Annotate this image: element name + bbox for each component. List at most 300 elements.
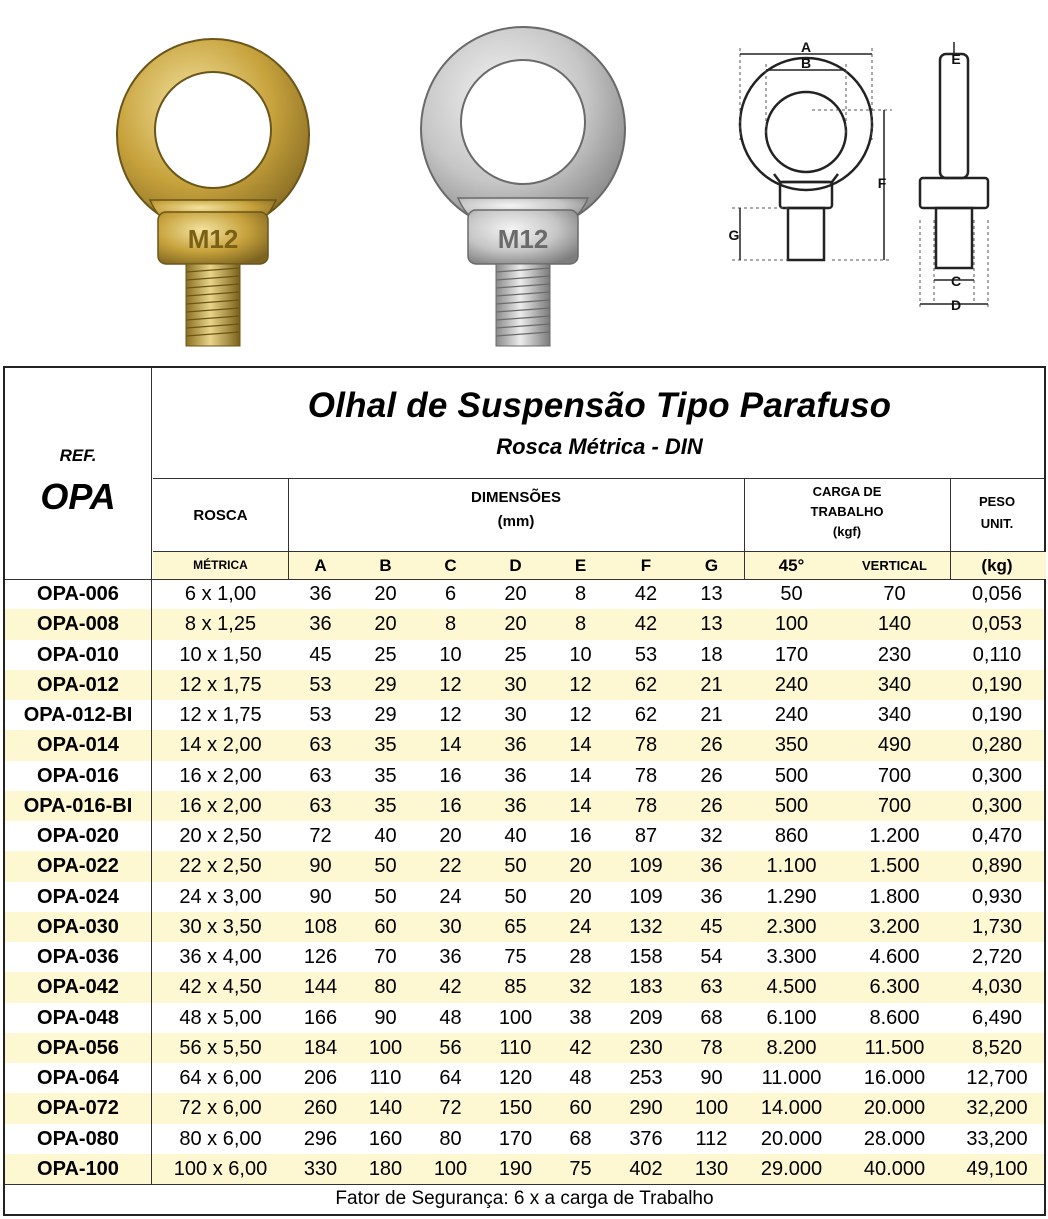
table-row [5, 640, 1044, 670]
cell-peso: 49,100 [966, 1157, 1028, 1180]
cell-f: 87 [634, 825, 658, 847]
cell-peso: 0,470 [971, 825, 1023, 847]
cell-peso: 8,520 [971, 1036, 1023, 1059]
cell-f: 42 [634, 583, 658, 605]
cell-g: 63 [700, 976, 723, 999]
cell-d: 75 [504, 946, 527, 968]
cell-g: 13 [700, 613, 723, 636]
cell-carga-vertical: 1.500 [869, 855, 920, 878]
cell-g: 32 [700, 825, 723, 847]
table-row [5, 579, 1044, 609]
cell-rosca: 56 x 5,50 [179, 1036, 262, 1059]
cell-rosca: 48 x 5,00 [179, 1006, 262, 1029]
cell-c: 16 [439, 764, 462, 787]
cell-carga-vertical: 28.000 [863, 1127, 926, 1150]
cell-c: 56 [439, 1036, 462, 1059]
cell-ref: OPA-064 [37, 1067, 119, 1089]
col-header-carga-1: CARGA DE [812, 484, 882, 499]
cell-c: 10 [439, 643, 462, 666]
cell-peso: 4,030 [971, 976, 1023, 999]
cell-carga-45: 4.500 [766, 976, 817, 999]
cell-ref: OPA-022 [37, 855, 119, 878]
cell-carga-vertical: 700 [877, 794, 912, 817]
cell-b: 40 [374, 825, 397, 847]
table-row [5, 942, 1044, 972]
cell-peso: 0,300 [971, 794, 1023, 817]
cell-carga-45: 860 [774, 825, 809, 847]
cell-b: 35 [374, 734, 397, 757]
cell-a: 184 [303, 1036, 338, 1059]
cell-peso: 0,053 [971, 613, 1023, 636]
col-header-dimensoes-unit: (mm) [497, 513, 535, 530]
cell-b: 180 [368, 1157, 403, 1180]
cell-peso: 0,056 [971, 583, 1023, 605]
cell-carga-vertical: 20.000 [863, 1097, 926, 1120]
grid-line [5, 579, 1044, 580]
cell-g: 112 [695, 1127, 728, 1150]
table-row [5, 882, 1044, 912]
sub-header-c: C [444, 556, 457, 575]
cell-e: 14 [569, 734, 592, 757]
cell-peso: 2,720 [971, 946, 1023, 968]
cell-b: 140 [368, 1097, 403, 1120]
cell-b: 35 [374, 764, 397, 787]
cell-d: 170 [498, 1127, 533, 1150]
cell-peso: 0,190 [971, 704, 1023, 726]
cell-d: 30 [504, 673, 527, 696]
cell-g: 13 [700, 583, 723, 605]
cell-e: 20 [569, 885, 592, 908]
cell-f: 53 [634, 643, 658, 666]
cell-f: 109 [629, 855, 663, 878]
cell-e: 12 [569, 673, 592, 696]
cell-c: 80 [439, 1127, 462, 1150]
cell-c: 100 [433, 1157, 468, 1180]
cell-a: 53 [309, 704, 332, 726]
cell-ref: OPA-024 [37, 885, 119, 908]
cell-carga-45: 1.100 [766, 855, 817, 878]
cell-ref: OPA-016-BI [23, 794, 133, 817]
col-header-peso-1: PESO [978, 494, 1016, 509]
cell-f: 78 [634, 734, 658, 757]
cell-rosca: 14 x 2,00 [179, 734, 262, 757]
cell-g: 21 [700, 673, 723, 696]
cell-peso: 32,200 [966, 1097, 1028, 1120]
cell-g: 100 [694, 1097, 729, 1120]
cell-c: 20 [439, 825, 462, 847]
cell-f: 158 [629, 946, 663, 968]
cell-c: 12 [439, 673, 462, 696]
cell-carga-vertical: 70 [883, 583, 906, 605]
cell-d: 110 [499, 1036, 532, 1059]
cell-ref: OPA-080 [37, 1127, 119, 1150]
cell-carga-45: 170 [774, 643, 809, 666]
cell-a: 260 [303, 1097, 338, 1120]
cell-a: 108 [303, 915, 338, 938]
cell-a: 72 [309, 825, 332, 847]
cell-d: 120 [498, 1067, 533, 1089]
cell-c: 6 [444, 583, 457, 605]
cell-a: 90 [309, 885, 332, 908]
grid-line [153, 551, 1044, 552]
cell-e: 28 [569, 946, 592, 968]
cell-g: 26 [700, 734, 723, 757]
cell-f: 253 [629, 1067, 663, 1089]
cell-b: 60 [374, 915, 397, 938]
table-row [5, 1124, 1044, 1154]
dim-label-c: C [950, 273, 962, 289]
cell-carga-45: 500 [774, 794, 809, 817]
cell-c: 12 [439, 704, 462, 726]
silver-bolt-marking: M12 [497, 224, 549, 254]
col-header-dimensoes: DIMENSÕES [470, 489, 561, 506]
cell-c: 42 [439, 976, 462, 999]
cell-peso: 6,490 [971, 1006, 1023, 1029]
sub-header-d: D [509, 556, 522, 575]
cell-carga-45: 240 [774, 704, 809, 726]
table-row [5, 730, 1044, 760]
sub-header-b: B [379, 556, 392, 575]
cell-e: 8 [574, 613, 587, 636]
table-row [5, 1003, 1044, 1033]
cell-carga-45: 29.000 [760, 1157, 823, 1180]
table-row [5, 1154, 1044, 1184]
cell-b: 90 [374, 1006, 397, 1029]
col-header-peso-2: UNIT. [980, 516, 1014, 531]
cell-carga-vertical: 6.300 [869, 976, 920, 999]
cell-e: 12 [569, 704, 592, 726]
cell-c: 72 [439, 1097, 462, 1120]
cell-rosca: 20 x 2,50 [179, 825, 262, 847]
cell-d: 40 [504, 825, 527, 847]
cell-ref: OPA-012-BI [23, 704, 133, 726]
cell-g: 68 [700, 1006, 723, 1029]
cell-d: 65 [504, 915, 527, 938]
cell-rosca: 16 x 2,00 [179, 794, 262, 817]
ref-label: REF. [59, 446, 97, 465]
cell-f: 230 [629, 1036, 663, 1059]
cell-peso: 0,890 [971, 855, 1023, 878]
cell-f: 290 [629, 1097, 663, 1120]
cell-d: 150 [498, 1097, 533, 1120]
table-subtitle: Rosca Métrica - DIN [496, 434, 703, 459]
cell-a: 166 [303, 1006, 338, 1029]
cell-peso: 0,930 [971, 885, 1023, 908]
cell-rosca: 6 x 1,00 [184, 583, 257, 605]
gold-eye-bolt-photo [88, 20, 338, 350]
cell-f: 42 [634, 613, 658, 636]
cell-a: 330 [303, 1157, 338, 1180]
cell-carga-vertical: 40.000 [863, 1157, 926, 1180]
cell-f: 209 [629, 1006, 663, 1029]
table-row [5, 1093, 1044, 1123]
table-row [5, 1063, 1044, 1093]
cell-peso: 0,280 [971, 734, 1023, 757]
cell-d: 100 [498, 1006, 533, 1029]
cell-ref: OPA-016 [37, 764, 119, 787]
sub-header-g: G [704, 556, 719, 575]
cell-peso: 12,700 [966, 1067, 1028, 1089]
dim-label-f: F [877, 175, 887, 191]
cell-f: 78 [634, 794, 658, 817]
cell-d: 36 [504, 794, 527, 817]
table-row [5, 851, 1044, 881]
cell-ref: OPA-036 [37, 946, 119, 968]
table-row [5, 791, 1044, 821]
cell-carga-vertical: 230 [877, 643, 912, 666]
cell-f: 132 [629, 915, 663, 938]
table-title: Olhal de Suspensão Tipo Parafuso [307, 386, 892, 425]
cell-g: 130 [694, 1157, 729, 1180]
cell-carga-vertical: 11.500 [864, 1036, 925, 1059]
cell-peso: 0,110 [972, 643, 1022, 666]
cell-carga-45: 2.300 [766, 915, 817, 938]
cell-b: 80 [374, 976, 397, 999]
cell-e: 8 [574, 583, 587, 605]
cell-e: 42 [569, 1036, 592, 1059]
cell-ref: OPA-020 [37, 825, 119, 847]
cell-carga-45: 8.200 [766, 1036, 817, 1059]
ref-value: OPA [40, 476, 116, 517]
cell-e: 24 [569, 915, 592, 938]
cell-ref: OPA-072 [37, 1097, 119, 1120]
cell-c: 48 [439, 1006, 462, 1029]
cell-c: 36 [439, 946, 462, 968]
cell-b: 29 [374, 704, 397, 726]
cell-e: 20 [569, 855, 592, 878]
cell-f: 109 [629, 885, 663, 908]
cell-a: 126 [303, 946, 338, 968]
col-header-carga-unit: (kgf) [832, 524, 862, 539]
cell-ref: OPA-012 [37, 673, 119, 696]
gold-bolt-marking: M12 [187, 224, 239, 254]
cell-b: 70 [374, 946, 397, 968]
cell-rosca: 10 x 1,50 [179, 643, 262, 666]
cell-g: 90 [700, 1067, 723, 1089]
cell-rosca: 8 x 1,25 [184, 613, 257, 636]
cell-g: 78 [700, 1036, 723, 1059]
grid-line [288, 478, 289, 579]
silver-eye-bolt-photo [398, 14, 648, 354]
sub-header-45: 45° [778, 556, 805, 575]
cell-rosca: 42 x 4,50 [179, 976, 262, 999]
cell-carga-vertical: 340 [877, 704, 912, 726]
cell-carga-vertical: 140 [877, 613, 912, 636]
grid-line [151, 368, 152, 1184]
cell-rosca: 16 x 2,00 [179, 764, 262, 787]
cell-c: 64 [439, 1067, 462, 1089]
cell-rosca: 36 x 4,00 [179, 946, 262, 968]
table-row [5, 700, 1044, 730]
cell-carga-vertical: 1.800 [869, 885, 920, 908]
cell-carga-45: 350 [774, 734, 809, 757]
cell-g: 18 [700, 643, 723, 666]
cell-ref: OPA-006 [37, 583, 119, 605]
cell-g: 21 [700, 704, 723, 726]
cell-peso: 0,300 [971, 764, 1023, 787]
cell-a: 90 [309, 855, 332, 878]
cell-rosca: 22 x 2,50 [179, 855, 262, 878]
cell-carga-vertical: 8.600 [869, 1006, 920, 1029]
cell-a: 36 [309, 583, 332, 605]
cell-g: 45 [700, 915, 723, 938]
cell-c: 16 [439, 794, 462, 817]
cell-a: 63 [309, 764, 332, 787]
sub-header-metrica: MÉTRICA [193, 558, 248, 572]
table-row [5, 912, 1044, 942]
sub-header-kg: (kg) [981, 556, 1013, 575]
spec-table [3, 366, 1046, 1216]
col-header-rosca: ROSCA [193, 507, 248, 524]
cell-carga-45: 3.300 [766, 946, 817, 968]
table-row [5, 821, 1044, 851]
grid-line [744, 478, 745, 579]
cell-f: 62 [634, 704, 658, 726]
cell-ref: OPA-042 [37, 976, 119, 999]
cell-b: 160 [368, 1127, 403, 1150]
cell-carga-vertical: 3.200 [869, 915, 920, 938]
cell-ref: OPA-008 [37, 613, 119, 636]
sub-header-a: A [314, 556, 327, 575]
cell-b: 20 [374, 583, 397, 605]
cell-e: 48 [569, 1067, 592, 1089]
cell-rosca: 100 x 6,00 [173, 1157, 268, 1180]
cell-g: 26 [700, 764, 723, 787]
cell-carga-45: 14.000 [760, 1097, 823, 1120]
cell-d: 50 [504, 855, 527, 878]
cell-rosca: 64 x 6,00 [179, 1067, 262, 1089]
cell-a: 206 [303, 1067, 338, 1089]
cell-carga-45: 100 [774, 613, 809, 636]
sub-header-f: F [640, 556, 652, 575]
cell-ref: OPA-014 [37, 734, 119, 757]
cell-a: 63 [309, 794, 332, 817]
cell-rosca: 72 x 6,00 [179, 1097, 262, 1120]
cell-e: 14 [569, 794, 592, 817]
cell-peso: 1,730 [971, 915, 1023, 938]
cell-b: 110 [369, 1067, 402, 1089]
cell-a: 144 [303, 976, 338, 999]
cell-rosca: 24 x 3,00 [179, 885, 262, 908]
cell-b: 50 [374, 885, 397, 908]
cell-ref: OPA-056 [37, 1036, 119, 1059]
cell-d: 20 [504, 613, 527, 636]
cell-rosca: 30 x 3,50 [179, 915, 262, 938]
table-row [5, 761, 1044, 791]
cell-b: 25 [374, 643, 397, 666]
cell-b: 35 [374, 794, 397, 817]
cell-g: 26 [700, 794, 723, 817]
table-row [5, 972, 1044, 1002]
cell-b: 50 [374, 855, 397, 878]
cell-f: 183 [629, 976, 663, 999]
cell-rosca: 12 x 1,75 [179, 673, 262, 696]
cell-e: 68 [569, 1127, 592, 1150]
cell-a: 45 [309, 643, 332, 666]
cell-d: 25 [504, 643, 527, 666]
cell-ref: OPA-048 [37, 1006, 119, 1029]
cell-carga-vertical: 490 [877, 734, 912, 757]
sub-header-e: E [574, 556, 587, 575]
safety-factor-note: Fator de Segurança: 6 x a carga de Trabalho [335, 1188, 714, 1209]
dim-label-d: D [950, 297, 962, 313]
cell-f: 376 [629, 1127, 663, 1150]
dim-label-e: E [951, 51, 961, 67]
cell-a: 296 [303, 1127, 338, 1150]
cell-f: 402 [629, 1157, 663, 1180]
cell-b: 29 [374, 673, 397, 696]
table-row [5, 670, 1044, 700]
cell-g: 36 [700, 885, 723, 908]
cell-c: 8 [444, 613, 457, 636]
cell-a: 36 [309, 613, 332, 636]
cell-f: 62 [634, 673, 658, 696]
dimension-drawing [722, 40, 1022, 320]
cell-d: 20 [504, 583, 527, 605]
cell-d: 50 [504, 885, 527, 908]
cell-carga-45: 20.000 [760, 1127, 823, 1150]
cell-b: 100 [368, 1036, 403, 1059]
cell-rosca: 80 x 6,00 [179, 1127, 262, 1150]
cell-carga-vertical: 700 [877, 764, 912, 787]
cell-carga-45: 50 [780, 583, 803, 605]
cell-ref: OPA-030 [37, 915, 119, 938]
cell-d: 190 [498, 1157, 533, 1180]
cell-d: 36 [504, 734, 527, 757]
cell-a: 63 [309, 734, 332, 757]
cell-peso: 33,200 [966, 1127, 1028, 1150]
cell-g: 36 [700, 855, 723, 878]
cell-carga-vertical: 16.000 [863, 1067, 926, 1089]
dim-label-b: B [800, 55, 812, 71]
cell-carga-vertical: 1.200 [869, 825, 920, 847]
cell-carga-vertical: 340 [877, 673, 912, 696]
cell-a: 53 [309, 673, 332, 696]
cell-b: 20 [374, 613, 397, 636]
cell-e: 38 [569, 1006, 592, 1029]
cell-carga-45: 1.290 [766, 885, 817, 908]
dim-label-g: G [728, 227, 740, 243]
grid-line [950, 478, 951, 579]
cell-ref: OPA-010 [37, 643, 119, 666]
col-header-carga-2: TRABALHO [810, 504, 884, 519]
dim-label-a: A [800, 40, 812, 55]
cell-e: 10 [569, 643, 592, 666]
cell-carga-45: 6.100 [766, 1006, 817, 1029]
cell-f: 78 [634, 764, 658, 787]
cell-carga-45: 500 [774, 764, 809, 787]
table-row [5, 1033, 1044, 1063]
cell-d: 30 [504, 704, 527, 726]
table-body [5, 579, 1044, 1184]
cell-e: 75 [569, 1157, 592, 1180]
cell-carga-45: 240 [774, 673, 809, 696]
cell-ref: OPA-100 [37, 1157, 119, 1180]
cell-e: 32 [569, 976, 592, 999]
cell-c: 22 [439, 855, 462, 878]
sub-header-vertical: VERTICAL [862, 558, 927, 573]
cell-g: 54 [700, 946, 723, 968]
grid-line [153, 478, 1044, 479]
table-row [5, 609, 1044, 639]
cell-e: 60 [569, 1097, 592, 1120]
cell-d: 36 [504, 764, 527, 787]
cell-c: 30 [439, 915, 462, 938]
cell-carga-45: 11.000 [761, 1067, 822, 1089]
cell-peso: 0,190 [971, 673, 1023, 696]
cell-carga-vertical: 4.600 [869, 946, 920, 968]
cell-e: 14 [569, 764, 592, 787]
